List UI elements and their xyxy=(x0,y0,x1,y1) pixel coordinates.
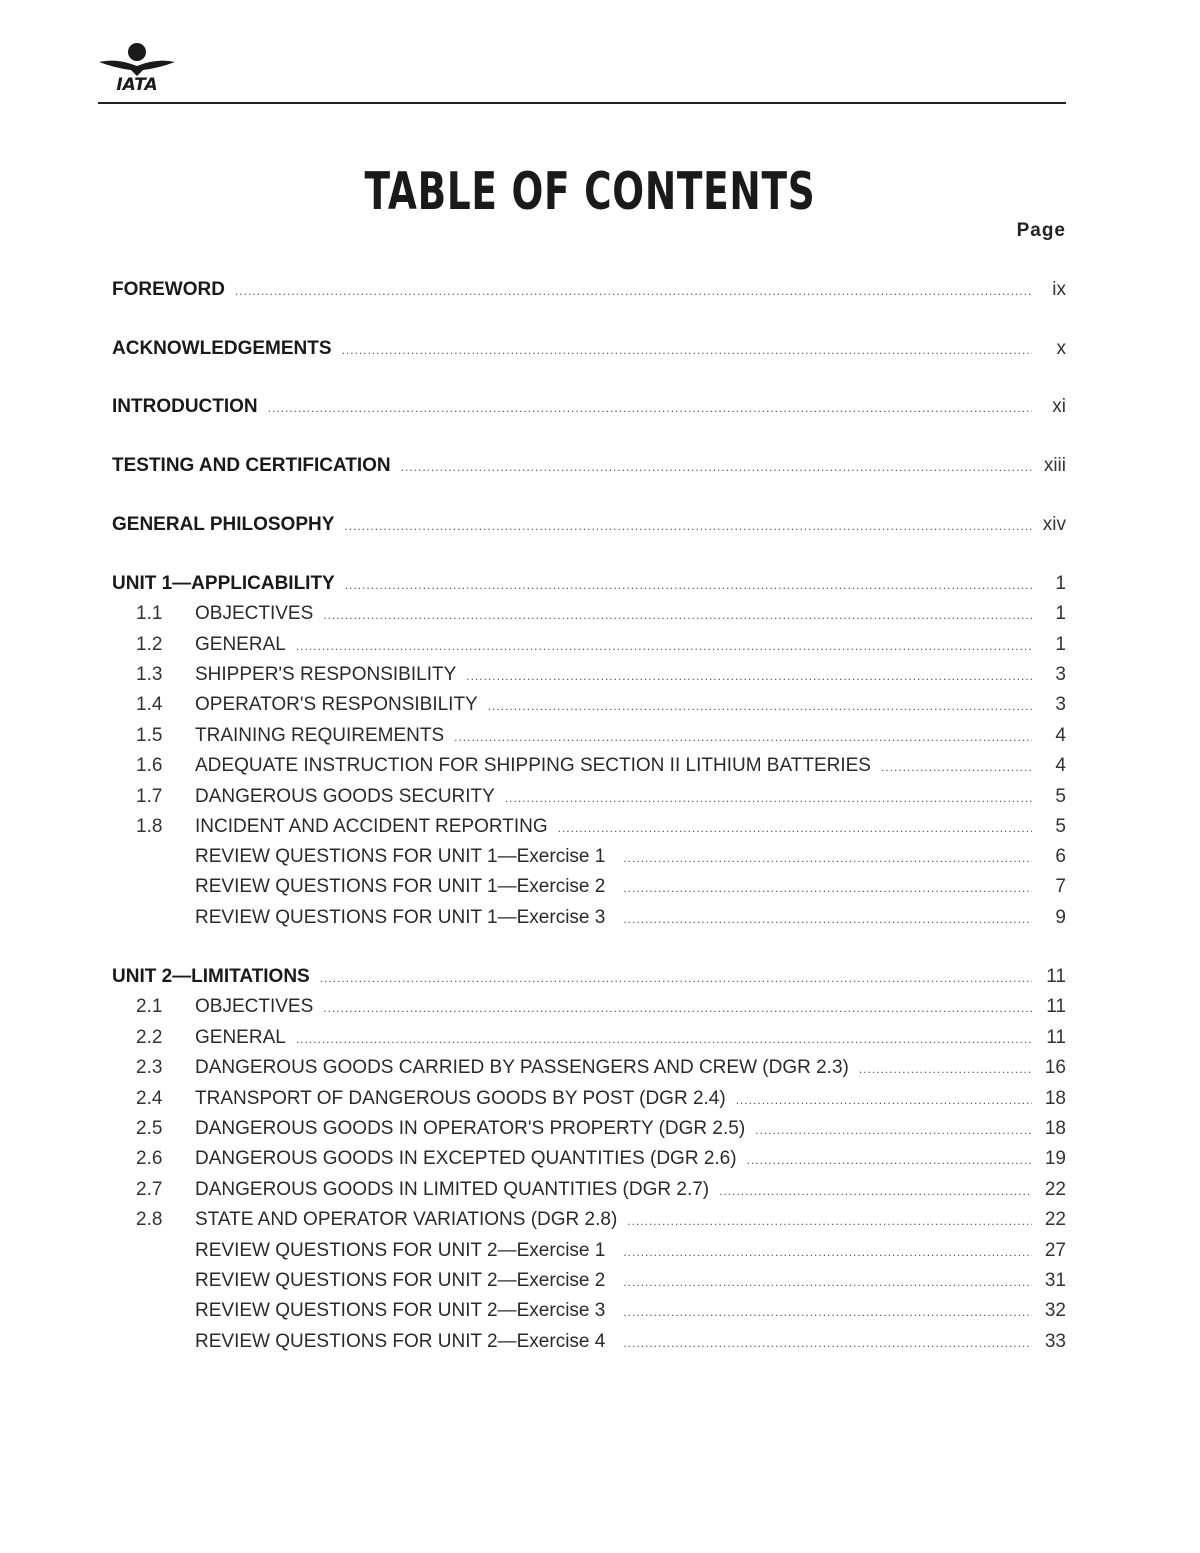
dot-leader xyxy=(747,1147,1032,1173)
toc-entry-title: TRAINING REQUIREMENTS xyxy=(195,725,445,746)
dot-leader xyxy=(627,1208,1032,1234)
header-rule xyxy=(98,102,1066,104)
toc-entry-title: TESTING AND CERTIFICATION xyxy=(112,455,391,476)
toc-entry-title: DANGEROUS GOODS IN EXCEPTED QUANTITIES (DGR 2.6) xyxy=(195,1148,737,1169)
toc-entry-number: 1.3 xyxy=(136,664,163,685)
toc-entry-page: x xyxy=(1056,338,1066,359)
dot-leader xyxy=(881,754,1032,780)
toc-entry xyxy=(112,336,1066,362)
toc-entry-number: 1.7 xyxy=(136,786,163,807)
dot-leader xyxy=(719,1178,1032,1204)
dot-leader xyxy=(623,1330,1032,1356)
toc-entry xyxy=(112,1329,1066,1355)
toc-entry xyxy=(112,905,1066,931)
toc-entry-title: INCIDENT AND ACCIDENT REPORTING xyxy=(195,816,548,837)
dot-leader xyxy=(859,1056,1032,1082)
toc-entry-title: REVIEW QUESTIONS FOR UNIT 1—Exercise 2 xyxy=(195,876,606,897)
toc-entry-title: OBJECTIVES xyxy=(195,996,314,1017)
toc-entry-page: 11 xyxy=(1046,1027,1066,1048)
toc-entry xyxy=(112,874,1066,900)
toc-entry xyxy=(112,632,1066,658)
toc-entry xyxy=(112,1238,1066,1264)
dot-leader xyxy=(623,906,1032,932)
toc-entry-title: REVIEW QUESTIONS FOR UNIT 2—Exercise 2 xyxy=(195,1270,606,1291)
toc-entry-number: 2.5 xyxy=(136,1118,163,1139)
page-title: TABLE OF CONTENTS xyxy=(364,162,816,222)
dot-leader xyxy=(623,1269,1032,1295)
toc-entry-title: UNIT 1—APPLICABILITY xyxy=(112,573,335,594)
toc-entry xyxy=(112,692,1066,718)
toc-entry-title: DANGEROUS GOODS IN OPERATOR'S PROPERTY (DGR 2.5) xyxy=(195,1118,746,1139)
toc-entry-title: REVIEW QUESTIONS FOR UNIT 2—Exercise 4 xyxy=(195,1331,606,1352)
toc-entry-page: 5 xyxy=(1055,816,1066,837)
toc-entry-page: 4 xyxy=(1055,755,1066,776)
toc-entry xyxy=(112,662,1066,688)
toc-entry-page: 1 xyxy=(1055,603,1066,624)
toc-entry-number: 2.4 xyxy=(136,1088,163,1109)
toc-entry-page: 1 xyxy=(1055,573,1066,594)
toc-entry-page: 5 xyxy=(1055,786,1066,807)
toc-entry-number: 2.2 xyxy=(136,1027,163,1048)
toc-entry-number: 1.6 xyxy=(136,755,163,776)
dot-leader xyxy=(488,693,1032,719)
toc-entry xyxy=(112,601,1066,627)
toc-entry xyxy=(112,1298,1066,1324)
toc-entry-number: 2.8 xyxy=(136,1209,163,1230)
toc-entry xyxy=(112,453,1066,479)
toc-entry xyxy=(112,753,1066,779)
toc-entry-page: 6 xyxy=(1055,846,1066,867)
toc-entry xyxy=(112,1055,1066,1081)
iata-logo xyxy=(97,40,177,95)
toc-entry-title: INTRODUCTION xyxy=(112,396,258,417)
toc-entry-title: ACKNOWLEDGEMENTS xyxy=(112,338,332,359)
toc-entry xyxy=(112,784,1066,810)
toc-entry-title: REVIEW QUESTIONS FOR UNIT 1—Exercise 1 xyxy=(195,846,606,867)
toc-entry-title: ADEQUATE INSTRUCTION FOR SHIPPING SECTION II LITHIUM BATTERIES xyxy=(195,755,871,776)
toc-entry-number: 1.2 xyxy=(136,634,163,655)
toc-entry xyxy=(112,723,1066,749)
dot-leader xyxy=(505,785,1032,811)
dot-leader xyxy=(320,965,1032,991)
toc-entry-page: xi xyxy=(1052,396,1066,417)
logo-text: IATA xyxy=(116,75,158,95)
toc-entry-page: 33 xyxy=(1044,1331,1066,1352)
toc-entry-number: 1.4 xyxy=(136,694,163,715)
dot-leader xyxy=(345,572,1032,598)
toc-entry-number: 1.1 xyxy=(136,603,163,624)
toc-entry-number: 2.3 xyxy=(136,1057,163,1078)
dot-leader xyxy=(268,395,1032,421)
toc-entry xyxy=(112,994,1066,1020)
toc-entry-number: 2.7 xyxy=(136,1179,163,1200)
toc-entry-page: 4 xyxy=(1055,725,1066,746)
toc-entry-title: OPERATOR'S RESPONSIBILITY xyxy=(195,694,478,715)
toc-entry-page: ix xyxy=(1052,279,1066,300)
toc-entry-title: GENERAL xyxy=(195,1027,286,1048)
toc-entry-page: 19 xyxy=(1044,1148,1066,1169)
toc-entry xyxy=(112,964,1066,990)
dot-leader xyxy=(558,815,1032,841)
dot-leader xyxy=(323,602,1032,628)
toc-entry-number: 2.1 xyxy=(136,996,163,1017)
toc-entry xyxy=(112,277,1066,303)
toc-entry-page: 3 xyxy=(1055,664,1066,685)
toc-entry-page: 7 xyxy=(1055,876,1066,897)
dot-leader xyxy=(401,454,1032,480)
toc-entry-page: 18 xyxy=(1044,1088,1066,1109)
toc-entry xyxy=(112,512,1066,538)
dot-leader xyxy=(736,1087,1032,1113)
dot-leader xyxy=(623,875,1032,901)
toc-entry-number: 1.5 xyxy=(136,725,163,746)
toc-entry xyxy=(112,394,1066,420)
toc-entry-number: 1.8 xyxy=(136,816,163,837)
toc-entry-title: REVIEW QUESTIONS FOR UNIT 2—Exercise 1 xyxy=(195,1240,606,1261)
toc-entry xyxy=(112,1146,1066,1172)
toc-entry xyxy=(112,844,1066,870)
dot-leader xyxy=(296,633,1032,659)
toc-entry-title: FOREWORD xyxy=(112,279,225,300)
toc-entry-page: 3 xyxy=(1055,694,1066,715)
toc-entry-title: OBJECTIVES xyxy=(195,603,314,624)
toc-entry xyxy=(112,1086,1066,1112)
dot-leader xyxy=(323,995,1032,1021)
dot-leader xyxy=(296,1026,1032,1052)
toc-entry xyxy=(112,1268,1066,1294)
toc-entry-title: DANGEROUS GOODS SECURITY xyxy=(195,786,495,807)
toc-entry xyxy=(112,1177,1066,1203)
toc-entry-title: GENERAL xyxy=(195,634,286,655)
dot-leader xyxy=(623,1239,1032,1265)
dot-leader xyxy=(466,663,1032,689)
toc-entry-title: REVIEW QUESTIONS FOR UNIT 2—Exercise 3 xyxy=(195,1300,606,1321)
dot-leader xyxy=(454,724,1032,750)
toc-entry-page: 18 xyxy=(1044,1118,1066,1139)
toc-entry-title: GENERAL PHILOSOPHY xyxy=(112,514,335,535)
toc-entry-page: 11 xyxy=(1046,966,1066,987)
toc-entry-page: 1 xyxy=(1055,634,1066,655)
toc-entry xyxy=(112,814,1066,840)
dot-leader xyxy=(342,337,1032,363)
toc-entry-title: REVIEW QUESTIONS FOR UNIT 1—Exercise 3 xyxy=(195,907,606,928)
toc-entry-page: 11 xyxy=(1046,996,1066,1017)
toc-entry-title: DANGEROUS GOODS CARRIED BY PASSENGERS AND CREW (DGR 2.3) xyxy=(195,1057,849,1078)
toc-entry-page: 22 xyxy=(1044,1209,1066,1230)
toc-entry-page: 27 xyxy=(1044,1240,1066,1261)
dot-leader xyxy=(755,1117,1032,1143)
toc-entry-title: STATE AND OPERATOR VARIATIONS (DGR 2.8) xyxy=(195,1209,618,1230)
toc-entry xyxy=(112,571,1066,597)
toc-entry xyxy=(112,1207,1066,1233)
toc-entry-title: UNIT 2—LIMITATIONS xyxy=(112,966,310,987)
toc-entry-title: DANGEROUS GOODS IN LIMITED QUANTITIES (DGR 2.7) xyxy=(195,1179,710,1200)
dot-leader xyxy=(344,513,1032,539)
toc-entry xyxy=(112,1116,1066,1142)
toc-entry-title: TRANSPORT OF DANGEROUS GOODS BY POST (DGR 2.4) xyxy=(195,1088,726,1109)
toc-entry-page: xiv xyxy=(1042,514,1066,535)
toc-entry-page: 32 xyxy=(1044,1300,1066,1321)
toc-entry-page: 31 xyxy=(1044,1270,1066,1291)
dot-leader xyxy=(623,845,1032,871)
toc-entry-page: 22 xyxy=(1044,1179,1066,1200)
page-column-label: Page xyxy=(1016,220,1066,241)
dot-leader xyxy=(235,278,1032,304)
toc-entry-page: 9 xyxy=(1055,907,1066,928)
toc-entry-number: 2.6 xyxy=(136,1148,163,1169)
toc-entry-page: xiii xyxy=(1043,455,1066,476)
toc-entry-title: SHIPPER'S RESPONSIBILITY xyxy=(195,664,457,685)
dot-leader xyxy=(623,1299,1032,1325)
toc-entry xyxy=(112,1025,1066,1051)
toc-entry-page: 16 xyxy=(1044,1057,1066,1078)
